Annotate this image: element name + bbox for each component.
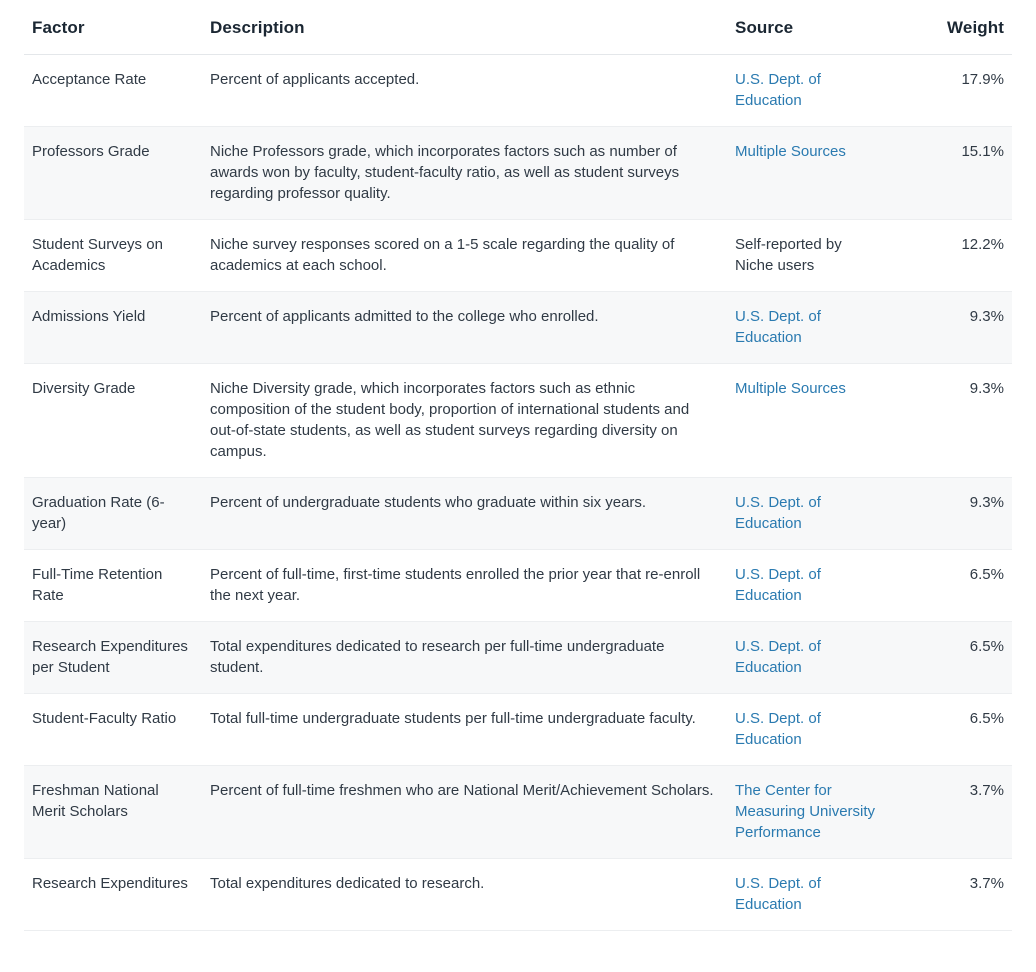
table-row [24,478,1012,550]
table-row [24,55,1012,127]
source-cell [727,550,887,622]
table-row [24,127,1012,220]
source-cell [727,364,887,478]
source-link[interactable]: Multiple Sources [735,143,846,160]
weight-cell: 17.9% [887,55,1012,127]
column-header-source: Source [727,0,887,55]
source-link[interactable]: U.S. Dept. of Education [735,71,821,109]
description-cell: Niche survey responses scored on a 1-5 scale regarding the quality of academics at each school. [202,220,727,292]
source-cell [727,694,887,766]
factor-cell: Research Expenditures per Student [24,622,202,694]
column-header-factor: Factor [24,0,202,55]
source-link[interactable]: U.S. Dept. of Education [735,638,821,676]
source-text: Self-reported by Niche users [735,236,842,274]
weight-cell: 9.3% [887,478,1012,550]
weight-cell: 9.3% [887,364,1012,478]
weight-cell: 3.7% [887,859,1012,931]
source-cell [727,55,887,127]
description-cell: Total expenditures dedicated to research. [202,859,727,931]
table-row [24,622,1012,694]
source-cell [727,292,887,364]
column-header-description: Description [202,0,727,55]
table-row [24,766,1012,859]
table-row [24,292,1012,364]
table-row [24,694,1012,766]
table-row [24,364,1012,478]
factor-cell: Research Expenditures [24,859,202,931]
source-cell [727,766,887,859]
weight-cell: 9.3% [887,292,1012,364]
factor-cell: Student-Faculty Ratio [24,694,202,766]
table-header-row [24,0,1012,55]
description-cell: Percent of undergraduate students who graduate within six years. [202,478,727,550]
factor-cell: Student Surveys on Academics [24,220,202,292]
weight-cell: 12.2% [887,220,1012,292]
source-link[interactable]: The Center for Measuring University Performance [735,782,876,841]
description-cell: Niche Diversity grade, which incorporates factors such as ethnic composition of the student body, proportion of international students and out-of-state students, as well as student surveys regarding diversity on campus. [202,364,727,478]
source-cell [727,622,887,694]
description-cell: Total expenditures dedicated to research per full-time undergraduate student. [202,622,727,694]
factor-cell: Professors Grade [24,127,202,220]
table-body [24,55,1012,931]
column-header-weight: Weight [887,0,1012,55]
source-cell [727,478,887,550]
description-cell: Total full-time undergraduate students per full-time undergraduate faculty. [202,694,727,766]
table-row [24,859,1012,931]
source-link[interactable]: U.S. Dept. of Education [735,566,821,604]
description-cell: Percent of full-time, first-time students enrolled the prior year that re-enroll the next year. [202,550,727,622]
table-row [24,220,1012,292]
source-link[interactable]: U.S. Dept. of Education [735,875,821,913]
source-link[interactable]: U.S. Dept. of Education [735,494,821,532]
factor-cell: Acceptance Rate [24,55,202,127]
source-link[interactable]: U.S. Dept. of Education [735,308,821,346]
source-link[interactable]: U.S. Dept. of Education [735,710,821,748]
description-cell: Percent of applicants admitted to the college who enrolled. [202,292,727,364]
source-link[interactable]: Multiple Sources [735,380,846,397]
factor-cell: Graduation Rate (6-year) [24,478,202,550]
weight-cell: 6.5% [887,622,1012,694]
source-cell [727,859,887,931]
factor-cell: Admissions Yield [24,292,202,364]
description-cell: Percent of applicants accepted. [202,55,727,127]
factor-cell: Full-Time Retention Rate [24,550,202,622]
description-cell: Percent of full-time freshmen who are National Merit/Achievement Scholars. [202,766,727,859]
source-cell [727,127,887,220]
factor-cell: Freshman National Merit Scholars [24,766,202,859]
table-row [24,550,1012,622]
weight-cell: 6.5% [887,550,1012,622]
source-cell [727,220,887,292]
weight-cell: 6.5% [887,694,1012,766]
weight-cell: 15.1% [887,127,1012,220]
weight-cell: 3.7% [887,766,1012,859]
ranking-factors-table [24,0,1012,931]
description-cell: Niche Professors grade, which incorporates factors such as number of awards won by faculty, student-faculty ratio, as well as student surveys regarding professor quality. [202,127,727,220]
table-header [24,0,1012,55]
factor-cell: Diversity Grade [24,364,202,478]
